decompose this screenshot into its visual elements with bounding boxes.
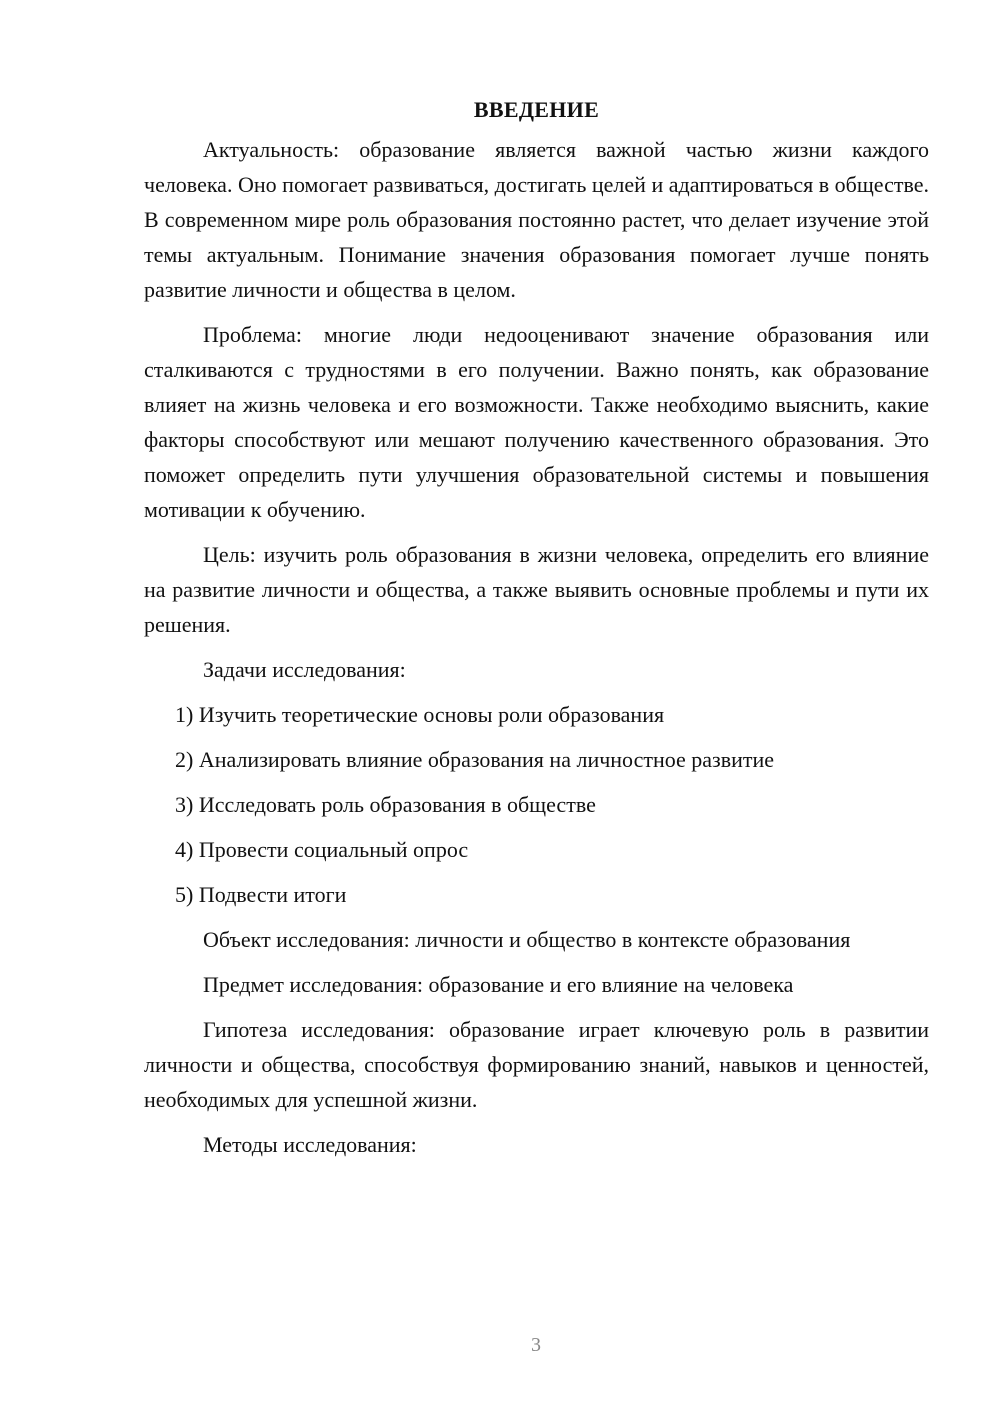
tasks-list [144,697,929,912]
page-number: 3 [531,1334,541,1356]
document-page [144,92,929,1172]
goal-paragraph: Цель: изучить роль образования в жизни человека, определить его влияние на развитие личности и общества, а также выявить основные проблемы и пути их решения. [144,542,929,637]
section-heading: ВВЕДЕНИЕ [473,97,600,122]
hypothesis-paragraph: Гипотеза исследования: образование играет ключевую роль в развитии личности и общества, способствуя формированию знаний, навыков и ценностей, необходимых для успешной жизни. [144,1017,929,1112]
tasks-heading: Задачи исследования: [203,657,406,682]
list-item: 5) Подвести итоги [175,882,347,907]
methods-heading: Методы исследования: [203,1132,417,1157]
relevance-paragraph: Актуальность: образование является важной частью жизни каждого человека. Оно помогает развиваться, достигать целей и адаптироваться в обществе. В современном мире роль образования постоянно растет, что делает изучение этой темы актуальным. Понимание значения образования помогает лучше понять развитие личности и общества в целом. [144,137,929,302]
subject-paragraph: Предмет исследования: образование и его влияние на человека [203,972,794,997]
list-item: 1) Изучить теоретические основы роли образования [175,702,665,727]
list-item: 2) Анализировать влияние образования на личностное развитие [175,747,775,772]
list-item: 4) Провести социальный опрос [175,837,469,862]
object-paragraph: Объект исследования: личности и общество в контексте образования [203,927,851,952]
problem-paragraph: Проблема: многие люди недооценивают значение образования или сталкиваются с трудностями в его получении. Важно понять, как образование влияет на жизнь человека и его возможности. Также необходимо выяснить, какие факторы способствуют или мешают получению качественного образования. Это поможет определить пути улучшения образовательной системы и повышения мотивации к обучению. [144,322,929,522]
list-item: 3) Исследовать роль образования в обществе [175,792,596,817]
